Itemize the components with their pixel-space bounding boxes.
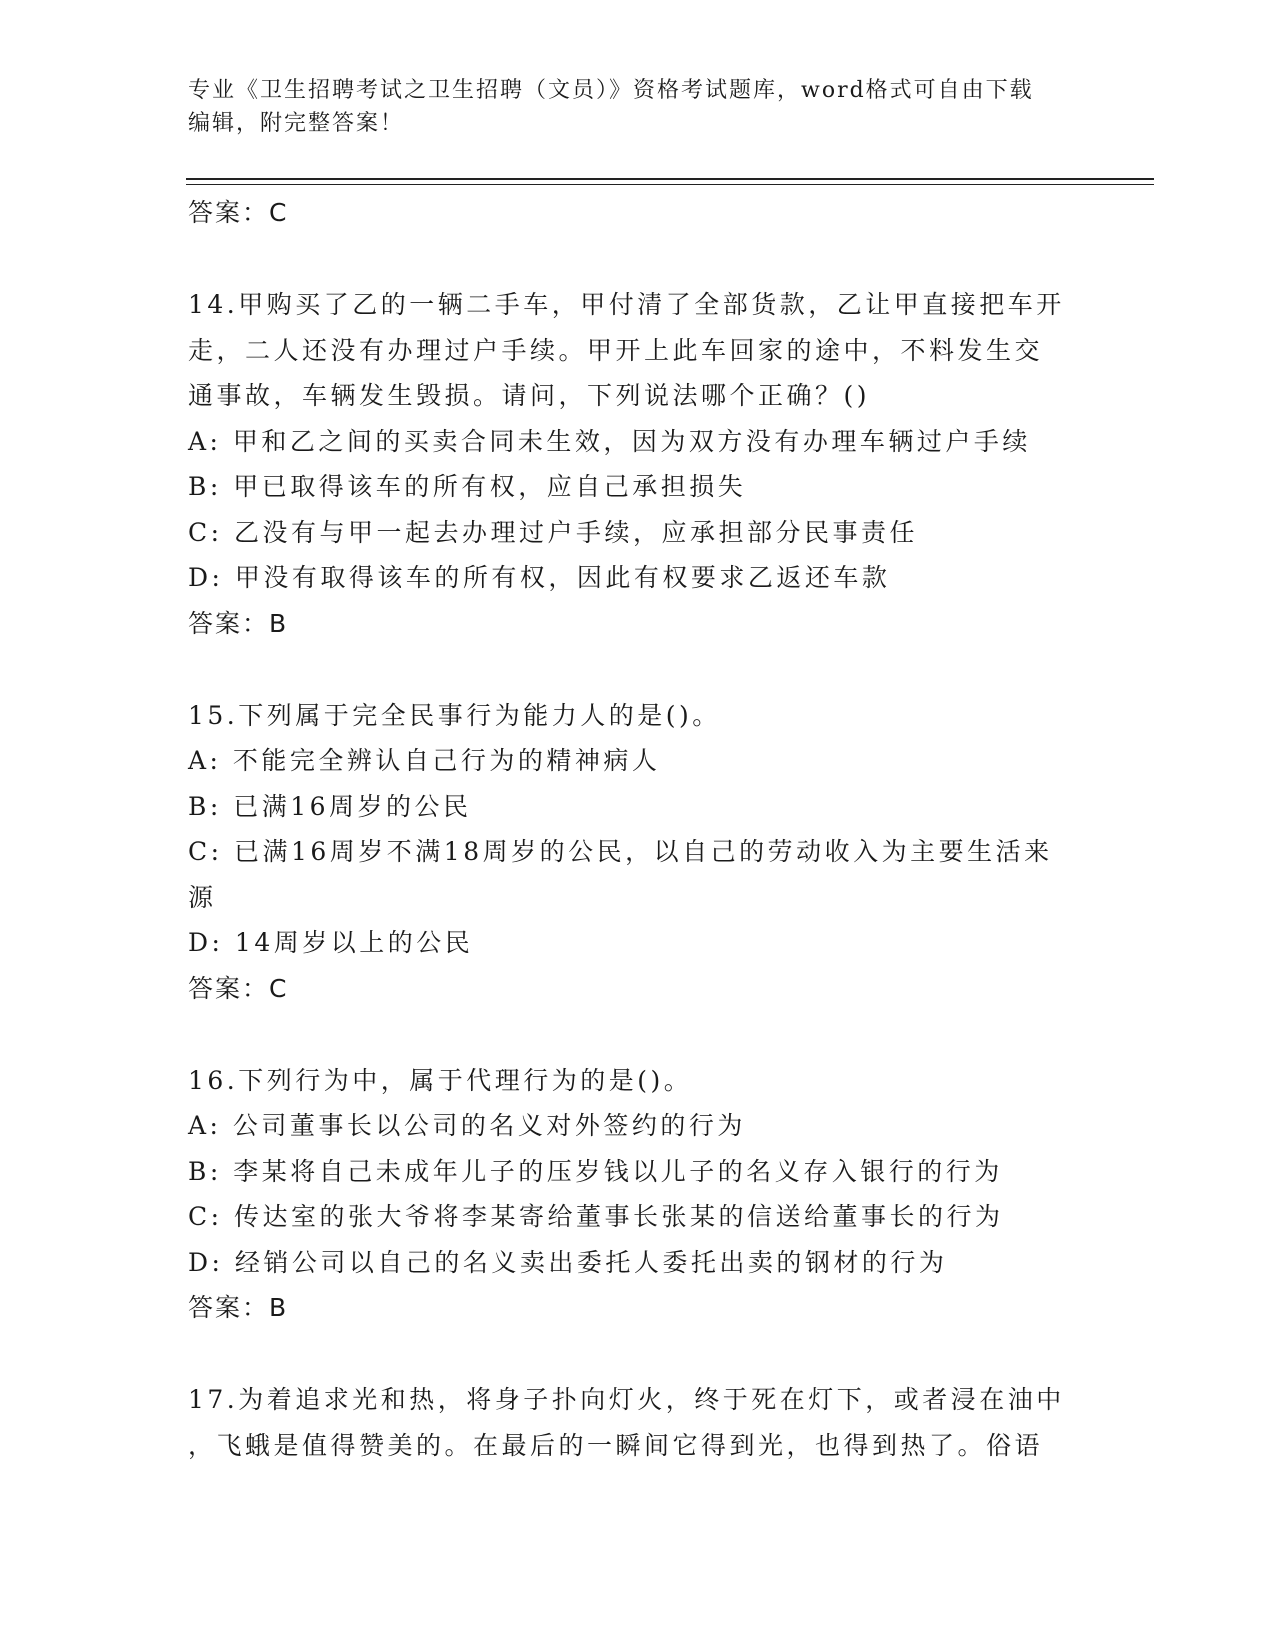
question-16 [188, 1058, 1088, 1332]
option-c: C: 乙没有与甲一起去办理过户手续，应承担部分民事责任 [188, 517, 919, 547]
question-stem-line: 14.甲购买了乙的一辆二手车，甲付清了全部货款，乙让甲直接把车开 [188, 290, 1065, 319]
document-header [188, 74, 1088, 140]
answer: 答案：B [188, 608, 289, 638]
option-b: B: 甲已取得该车的所有权，应自己承担损失 [188, 472, 747, 501]
option-a: A: 不能完全辨认自己行为的精神病人 [188, 746, 661, 775]
option-b: B: 已满16周岁的公民 [188, 791, 472, 821]
spacer [188, 1331, 1088, 1377]
previous-answer: 答案：C [188, 198, 289, 227]
question-stem-line: 17.为着追求光和热，将身子扑向灯火，终于死在灯下，或者浸在油中 [188, 1385, 1065, 1414]
question-stem-line: 走，二人还没有办理过户手续。甲开上此车回家的途中，不料发生交 [188, 335, 1044, 365]
option-d: D: 14周岁以上的公民 [188, 928, 474, 957]
option-c-continued: 源 [188, 882, 217, 912]
question-17 [188, 1377, 1088, 1468]
option-b: B: 李某将自己未成年儿子的压岁钱以儿子的名义存入银行的行为 [188, 1156, 1003, 1186]
option-a: A: 公司董事长以公司的名义对外签约的行为 [188, 1111, 746, 1140]
header-line-2: 编辑，附完整答案！ [188, 111, 405, 136]
option-d: D: 甲没有取得该车的所有权，因此有权要求乙返还车款 [188, 563, 891, 592]
header-divider-thin [186, 184, 1154, 185]
header-line-1: 专业《卫生招聘考试之卫生招聘（文员）》资格考试题库，word格式可自由下载 [188, 78, 1034, 103]
spacer [188, 1012, 1088, 1058]
header-divider-thick [186, 178, 1154, 180]
question-stem-line: 通事故，车辆发生毁损。请问，下列说法哪个正确？() [188, 381, 871, 410]
question-15 [188, 693, 1088, 1012]
document-body [188, 190, 1088, 1468]
option-a: A: 甲和乙之间的买卖合同未生效，因为双方没有办理车辆过户手续 [188, 426, 1031, 456]
spacer [188, 647, 1088, 693]
question-stem-line: ，飞蛾是值得赞美的。在最后的一瞬间它得到光，也得到热了。俗语 [188, 1430, 1044, 1460]
option-c: C: 传达室的张大爷将李某寄给董事长张某的信送给董事长的行为 [188, 1202, 1004, 1231]
question-stem-line: 15.下列属于完全民事行为能力人的是()。 [188, 700, 721, 730]
question-14 [188, 282, 1088, 647]
option-c: C: 已满16周岁不满18周岁的公民，以自己的劳动收入为主要生活来 [188, 837, 1053, 866]
answer: 答案：B [188, 1293, 289, 1322]
answer: 答案：C [188, 973, 289, 1003]
spacer [188, 236, 1088, 282]
option-d: D: 经销公司以自己的名义卖出委托人委托出卖的钢材的行为 [188, 1247, 948, 1277]
question-stem-line: 16.下列行为中，属于代理行为的是()。 [188, 1065, 693, 1095]
